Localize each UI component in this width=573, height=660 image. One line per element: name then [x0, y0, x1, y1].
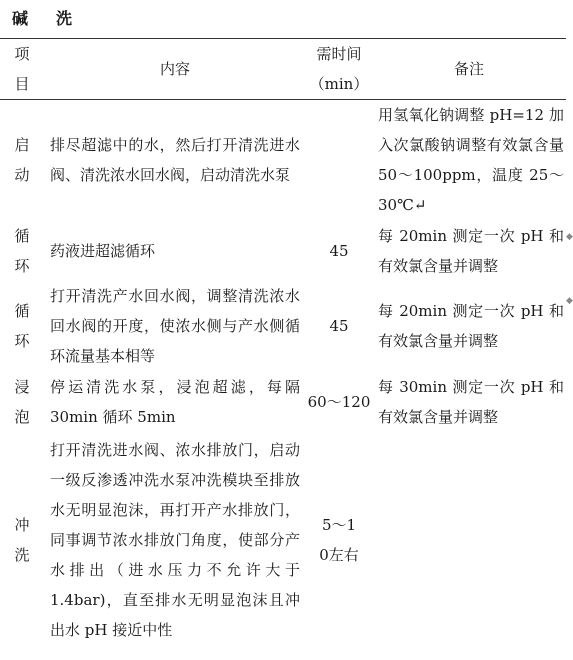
row-item: 浸泡 — [14, 378, 30, 426]
row-time — [306, 99, 372, 221]
page-title: 碱 洗 — [12, 9, 79, 28]
row-content: 药液进超滤循环 — [50, 242, 156, 260]
header-content: 内容 — [159, 59, 190, 78]
table-row — [0, 433, 566, 647]
row-note: 每 30min 测定一次 pH 和有效氯含量并调整 — [378, 378, 564, 426]
table-row — [0, 221, 566, 281]
row-content: 停运清洗水泵，浸泡超滤，每隔 30min 循环 5min — [50, 378, 300, 426]
header-time-unit: （min） — [309, 74, 369, 93]
table-header-row — [0, 38, 566, 99]
header-note: 备注 — [453, 59, 484, 78]
table-row — [0, 281, 566, 371]
table-row — [0, 371, 566, 433]
row-time: 5～10左右 — [319, 516, 359, 564]
edit-mark-icon: ◆ — [566, 232, 573, 242]
header-time — [306, 38, 372, 99]
row-content: 排尽超滤中的水，然后打开清洗进水阀、清洗浓水回水阀，启动清洗水泵 — [50, 136, 300, 184]
row-time: 45 — [329, 317, 349, 335]
alkaline-wash-table — [0, 38, 566, 647]
row-time: 60～120 — [307, 393, 371, 411]
row-content: 打开清洗进水阀、浓水排放门，启动一级反渗透冲洗水泵冲洗模块至排放水无明显泡沫，再打开产水排放门，同事调节浓水排放门角度，使部分产水排出（进水压力不允许大于 1.4bar)，直至排水无明显泡沫且冲出水 pH 接近中性 — [50, 441, 300, 639]
row-content: 打开清洗产水回水阀，调整清洗浓水回水阀的开度，使浓水侧与产水侧循环流量基本相等 — [50, 287, 300, 365]
row-item: 冲洗 — [14, 516, 30, 564]
row-time: 45 — [329, 242, 349, 260]
row-note — [372, 433, 566, 647]
edit-mark-icon: ◆ — [566, 296, 573, 306]
row-item: 启动 — [14, 136, 30, 184]
header-item: 项目 — [14, 44, 30, 93]
row-note: 每 20min 测定一次 pH 和有效氯含量并调整 — [378, 227, 564, 275]
header-time-label: 需时间 — [316, 44, 362, 63]
table-row — [0, 99, 566, 221]
row-item: 循环 — [14, 227, 30, 275]
row-note: 每 20min 测定一次 pH 和有效氯含量并调整 — [378, 302, 564, 350]
row-item: 循环 — [14, 302, 30, 350]
row-note: 用氢氧化钠调整 pH=12 加入次氯酸钠调整有效氯含量 50～100ppm，温度 25～30℃↵ — [378, 106, 564, 214]
